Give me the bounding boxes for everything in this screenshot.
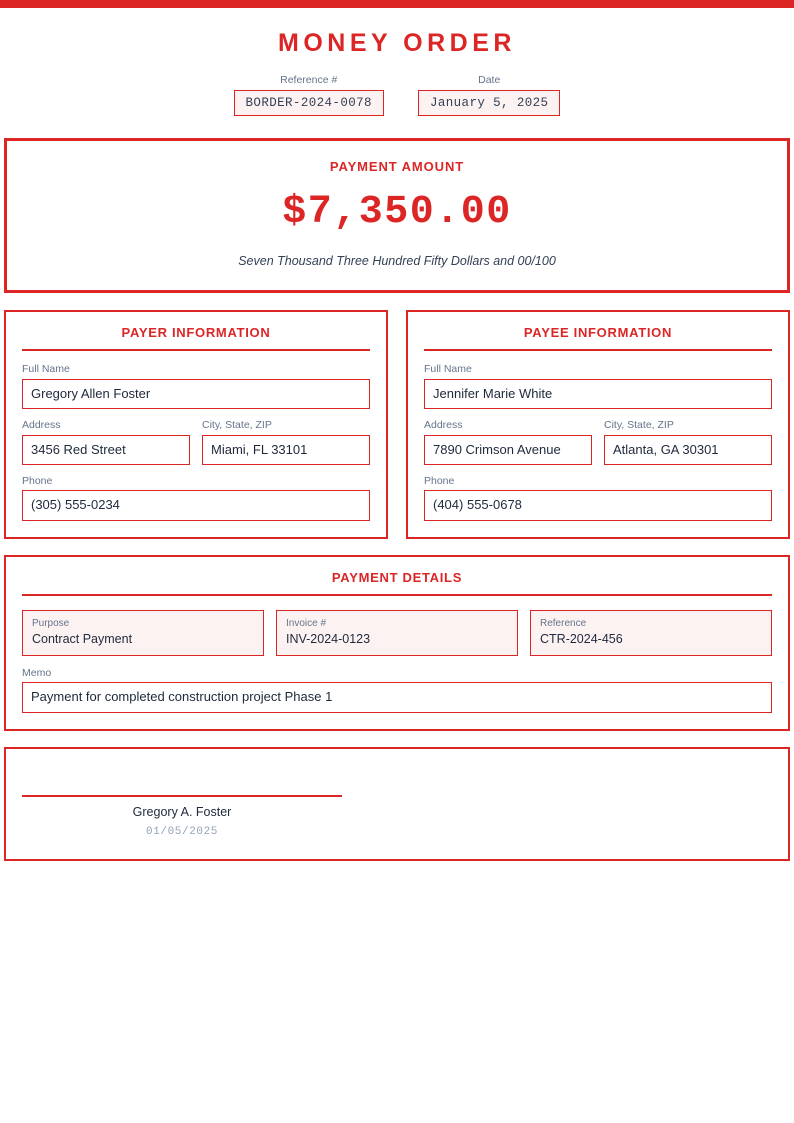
payer-city-label: City, State, ZIP <box>202 418 272 431</box>
payer-phone-input[interactable]: (305) 555-0234 <box>22 490 370 520</box>
payee-name-field <box>424 363 772 409</box>
payee-address-input[interactable]: 7890 Crimson Avenue <box>424 435 592 465</box>
reference-block <box>234 74 384 117</box>
payment-details-panel <box>4 555 790 731</box>
invoice-cell[interactable] <box>276 610 518 656</box>
detail-reference-value: CTR-2024-456 <box>540 631 623 646</box>
signature-space[interactable] <box>22 761 772 795</box>
document-header <box>2 8 792 116</box>
payment-amount-panel <box>4 138 790 293</box>
payee-card-divider <box>424 349 772 351</box>
parties-row <box>4 310 790 539</box>
page-title: MONEY ORDER <box>278 29 516 57</box>
payee-phone-label: Phone <box>424 474 455 487</box>
signature-block <box>22 795 342 838</box>
reference-label: Reference # <box>280 73 338 86</box>
payment-amount-value: $7,350.00 <box>282 190 512 236</box>
reference-cell[interactable] <box>530 610 772 656</box>
signature-panel <box>4 747 790 861</box>
payee-card-title: PAYEE INFORMATION <box>523 325 673 341</box>
payment-details-divider <box>22 594 772 596</box>
payee-phone-input[interactable]: (404) 555-0678 <box>424 490 772 520</box>
payee-address-label: Address <box>424 418 463 431</box>
header-meta-row <box>2 74 792 117</box>
payer-card <box>4 310 388 539</box>
payer-card-divider <box>22 349 370 351</box>
signature-date: 01/05/2025 <box>145 825 218 838</box>
payee-city-field <box>604 419 772 465</box>
invoice-value: INV-2024-0123 <box>286 631 371 646</box>
payer-name-input[interactable]: Gregory Allen Foster <box>22 379 370 409</box>
date-block <box>418 74 561 117</box>
payer-name-field <box>22 363 370 409</box>
signature-name: Gregory A. Foster <box>132 804 232 819</box>
payer-phone-field <box>22 475 370 521</box>
payer-phone-label: Phone <box>22 474 53 487</box>
payer-address-label: Address <box>22 418 61 431</box>
memo-field <box>22 667 772 713</box>
payment-amount-words: Seven Thousand Three Hundred Fifty Dollars and 00/100 <box>238 254 556 269</box>
payer-card-title: PAYER INFORMATION <box>121 325 271 341</box>
signature-line <box>22 795 342 797</box>
payee-city-label: City, State, ZIP <box>604 418 674 431</box>
invoice-label: Invoice # <box>286 617 327 629</box>
purpose-cell[interactable] <box>22 610 264 656</box>
date-label: Date <box>478 73 501 86</box>
payer-city-field <box>202 419 370 465</box>
top-accent-bar <box>0 0 794 8</box>
reference-value[interactable]: BORDER-2024-0078 <box>234 90 384 116</box>
payer-name-label: Full Name <box>22 363 70 376</box>
payee-city-input[interactable]: Atlanta, GA 30301 <box>604 435 772 465</box>
payer-city-input[interactable]: Miami, FL 33101 <box>202 435 370 465</box>
payment-details-title: PAYMENT DETAILS <box>331 569 463 585</box>
payee-card <box>406 310 790 539</box>
payee-address-row <box>424 419 772 475</box>
payee-phone-field <box>424 475 772 521</box>
payee-name-label: Full Name <box>424 363 472 376</box>
payer-address-row <box>22 419 370 475</box>
payee-name-input[interactable]: Jennifer Marie White <box>424 379 772 409</box>
purpose-label: Purpose <box>32 617 70 629</box>
payment-details-grid <box>22 610 772 656</box>
memo-label: Memo <box>22 666 52 679</box>
payee-address-field <box>424 419 592 465</box>
purpose-value: Contract Payment <box>32 631 133 646</box>
payer-address-input[interactable]: 3456 Red Street <box>22 435 190 465</box>
payer-address-field <box>22 419 190 465</box>
payment-amount-caption: PAYMENT AMOUNT <box>329 159 465 175</box>
money-order-document <box>0 8 794 861</box>
memo-input[interactable]: Payment for completed construction project Phase 1 <box>22 682 772 712</box>
date-value[interactable]: January 5, 2025 <box>418 90 561 116</box>
detail-reference-label: Reference <box>540 617 587 629</box>
